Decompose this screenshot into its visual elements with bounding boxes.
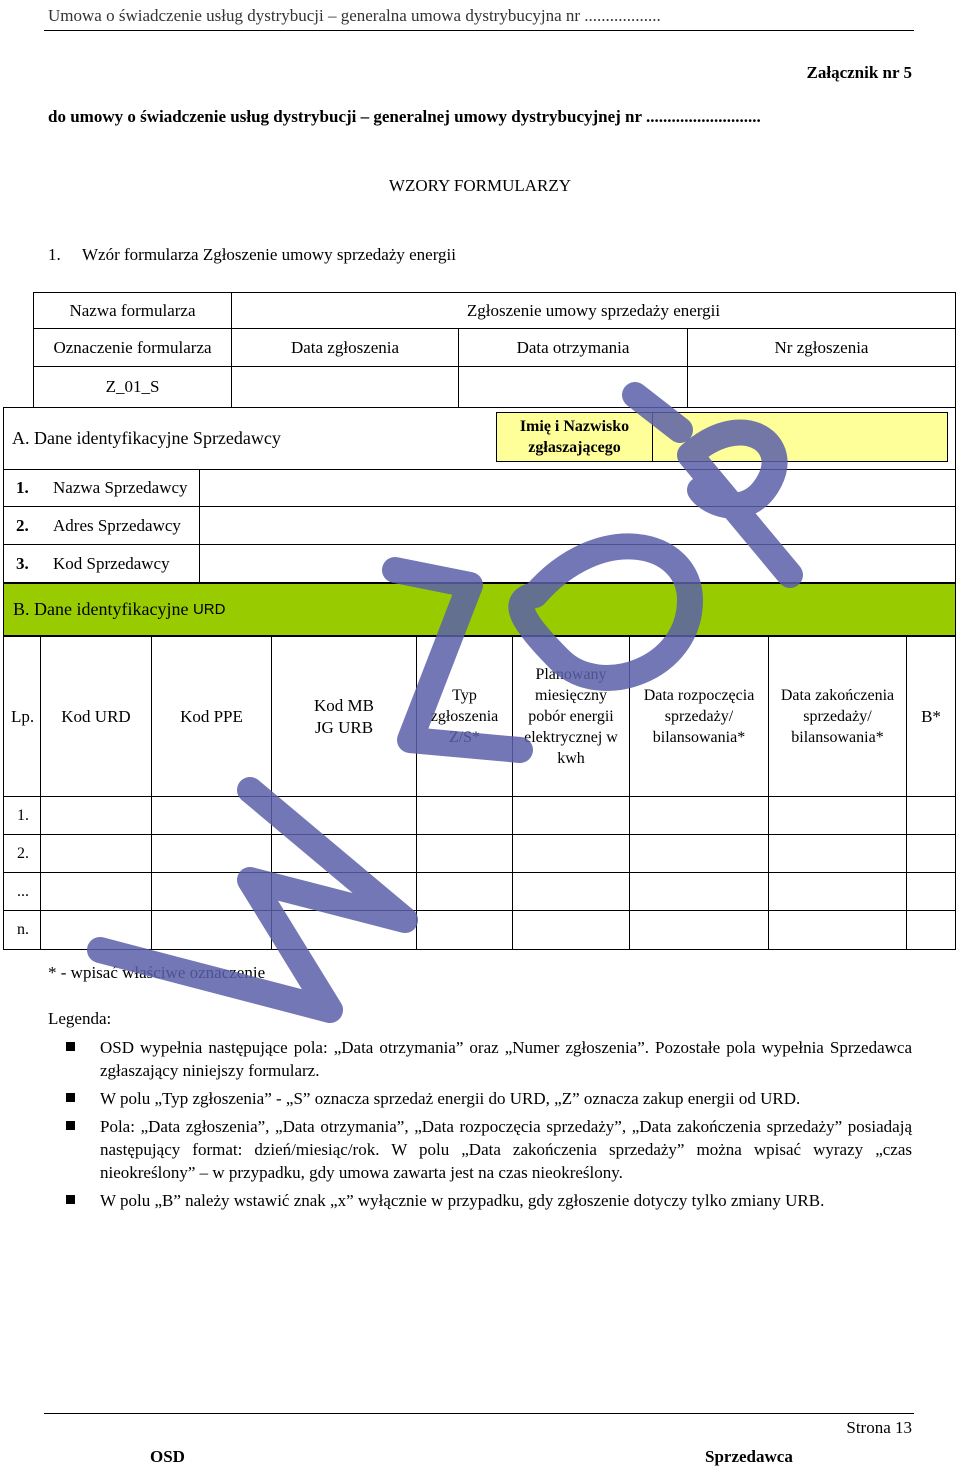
table-cell[interactable]	[629, 834, 769, 873]
table-row-number: ...	[3, 872, 41, 911]
table-cell[interactable]	[40, 872, 152, 911]
attachment-label: Załącznik nr 5	[806, 63, 912, 82]
header-divider	[44, 30, 914, 31]
col-header-kod-mb	[271, 636, 417, 797]
table-cell[interactable]	[512, 910, 630, 950]
page-title: WZORY FORMULARZY	[388, 176, 572, 195]
table-cell[interactable]	[416, 910, 513, 950]
running-header: Umowa o świadczenie usług dystrybucji – generalna umowa dystrybucyjna nr ..................	[48, 6, 661, 25]
seller-row-label: Adres Sprzedawcy	[53, 515, 181, 535]
section-1-text: Wzór formularza Zgłoszenie umowy sprzedaży energii	[82, 245, 456, 264]
footer-seller: Sprzedawca	[705, 1447, 793, 1466]
designation-value: Z_01_S	[33, 366, 232, 408]
table-cell[interactable]	[768, 834, 907, 873]
form-name-label: Nazwa formularza	[33, 292, 232, 329]
table-cell[interactable]	[629, 796, 769, 835]
legend-item-text: W polu „Typ zgłoszenia” - „S” oznacza sprzedaż energii do URD, „Z” oznacza zakup energii od URD.	[100, 1089, 801, 1108]
date-submission-label: Data zgłoszenia	[231, 328, 459, 367]
col-header-pobor	[512, 636, 630, 797]
table-cell[interactable]	[271, 872, 417, 911]
col-header-kod-mb-text: Kod MB JG URB	[314, 695, 374, 737]
date-submission-field[interactable]	[231, 366, 459, 408]
table-row-number: 2.	[3, 834, 41, 873]
date-received-field[interactable]	[458, 366, 688, 408]
table-cell[interactable]	[906, 910, 956, 950]
section-b-heading	[3, 583, 956, 636]
table-cell[interactable]	[271, 796, 417, 835]
footer-osd: OSD	[150, 1447, 185, 1466]
table-row-number: 1.	[3, 796, 41, 835]
table-cell[interactable]	[416, 834, 513, 873]
col-header-typ	[416, 636, 513, 797]
form-name-value: Zgłoszenie umowy sprzedaży energii	[231, 292, 956, 329]
footnote: * - wpisać właściwe oznaczenie	[48, 963, 266, 982]
seller-row-number: 1.	[16, 478, 29, 497]
section-1-heading	[48, 245, 456, 265]
legend-title: Legenda:	[48, 1009, 112, 1028]
legend-item-text: OSD wypełnia następujące pola: „Data otrzymania” oraz „Numer zgłoszenia”. Pozostałe pola wypełnia Sprzedawca zgłaszający niniejszy formularz.	[100, 1038, 912, 1080]
col-header-lp	[3, 636, 41, 797]
table-cell[interactable]	[271, 834, 417, 873]
designation-label: Oznaczenie formularza	[33, 328, 232, 367]
seller-row-label: Kod Sprzedawcy	[53, 553, 170, 573]
number-label: Nr zgłoszenia	[687, 328, 956, 367]
col-header-kod-urd: Kod URD	[40, 636, 152, 797]
table-cell[interactable]	[768, 796, 907, 835]
seller-rows-divider	[199, 469, 200, 583]
submitter-field[interactable]	[652, 412, 948, 462]
col-header-b: B*	[906, 636, 956, 797]
section-b-suffix: URD	[192, 601, 226, 618]
table-cell[interactable]	[40, 910, 152, 950]
table-cell[interactable]	[629, 872, 769, 911]
section-a-heading: A. Dane identyfikacyjne Sprzedawcy	[12, 427, 281, 448]
legend-item	[66, 1115, 912, 1184]
table-cell[interactable]	[906, 796, 956, 835]
table-cell[interactable]	[151, 872, 272, 911]
contract-reference: do umowy o świadczenie usług dystrybucji – generalnej umowy dystrybucyjnej nr ...........................	[48, 107, 761, 126]
seller-row-label: Nazwa Sprzedawcy	[53, 478, 188, 497]
date-received-label: Data otrzymania	[458, 328, 688, 367]
table-cell[interactable]	[151, 910, 272, 950]
table-row-number: n.	[3, 910, 41, 950]
table-cell[interactable]	[512, 872, 630, 911]
table-cell[interactable]	[629, 910, 769, 950]
legend-item-text: W polu „B” należy wstawić znak „x” wyłącznie w przypadku, gdy zgłoszenie dotyczy tylko zmiany URB.	[100, 1191, 825, 1210]
legend-item	[66, 1087, 912, 1110]
table-cell[interactable]	[512, 796, 630, 835]
table-cell[interactable]	[768, 872, 907, 911]
bullet-icon	[66, 1121, 75, 1130]
legend-item	[66, 1189, 912, 1212]
bullet-icon	[66, 1093, 75, 1102]
col-header-kod-ppe: Kod PPE	[151, 636, 272, 797]
bullet-icon	[66, 1042, 75, 1051]
col-header-data-zak	[768, 636, 907, 797]
footer-divider	[44, 1413, 914, 1414]
col-header-pobor-text: Planowany miesięczny pobór energii elektrycznej w kwh	[524, 666, 618, 767]
table-cell[interactable]	[906, 834, 956, 873]
table-cell[interactable]	[416, 872, 513, 911]
seller-row	[3, 506, 956, 545]
legend-list	[66, 1036, 912, 1217]
legend-item	[66, 1036, 912, 1082]
col-header-data-rozp-text: Data rozpoczęcia sprzedaży/ bilansowania*	[643, 687, 755, 746]
seller-row	[3, 469, 956, 507]
submitter-label: Imię i Nazwisko zgłaszającego	[496, 412, 653, 462]
table-cell[interactable]	[40, 796, 152, 835]
bullet-icon	[66, 1195, 75, 1204]
page-number: Strona 13	[846, 1418, 912, 1437]
seller-row	[3, 544, 956, 583]
table-cell[interactable]	[768, 910, 907, 950]
table-cell[interactable]	[416, 796, 513, 835]
table-cell[interactable]	[906, 872, 956, 911]
table-cell[interactable]	[271, 910, 417, 950]
number-field[interactable]	[687, 366, 956, 408]
table-cell[interactable]	[512, 834, 630, 873]
col-header-lp-text: Lp.	[11, 706, 35, 726]
seller-row-number: 2.	[16, 515, 29, 535]
section-1-number: 1.	[48, 245, 61, 264]
col-header-data-rozp	[629, 636, 769, 797]
col-header-typ-text: Typ zgłoszenia Z/S*	[430, 687, 499, 746]
table-cell[interactable]	[151, 834, 272, 873]
section-b-prefix: B. Dane identyfikacyjne	[13, 599, 189, 619]
col-header-data-zak-text: Data zakończenia sprzedaży/ bilansowania*	[780, 687, 895, 746]
table-cell[interactable]	[40, 834, 152, 873]
legend-item-text: Pola: „Data zgłoszenia”, „Data otrzymania”, „Data rozpoczęcia sprzedaży”, „Data zakończenia sprzedaży” posiadają następujący format: dzień/miesiąc/rok. W polu „Data zakończenia sprzedaży” można wpisać wyrazy „czas nieokreślony” – w przypadku, gdy umowa zawarta jest na czas nieokreślony.	[100, 1117, 912, 1182]
table-cell[interactable]	[151, 796, 272, 835]
seller-row-number: 3.	[16, 553, 29, 573]
